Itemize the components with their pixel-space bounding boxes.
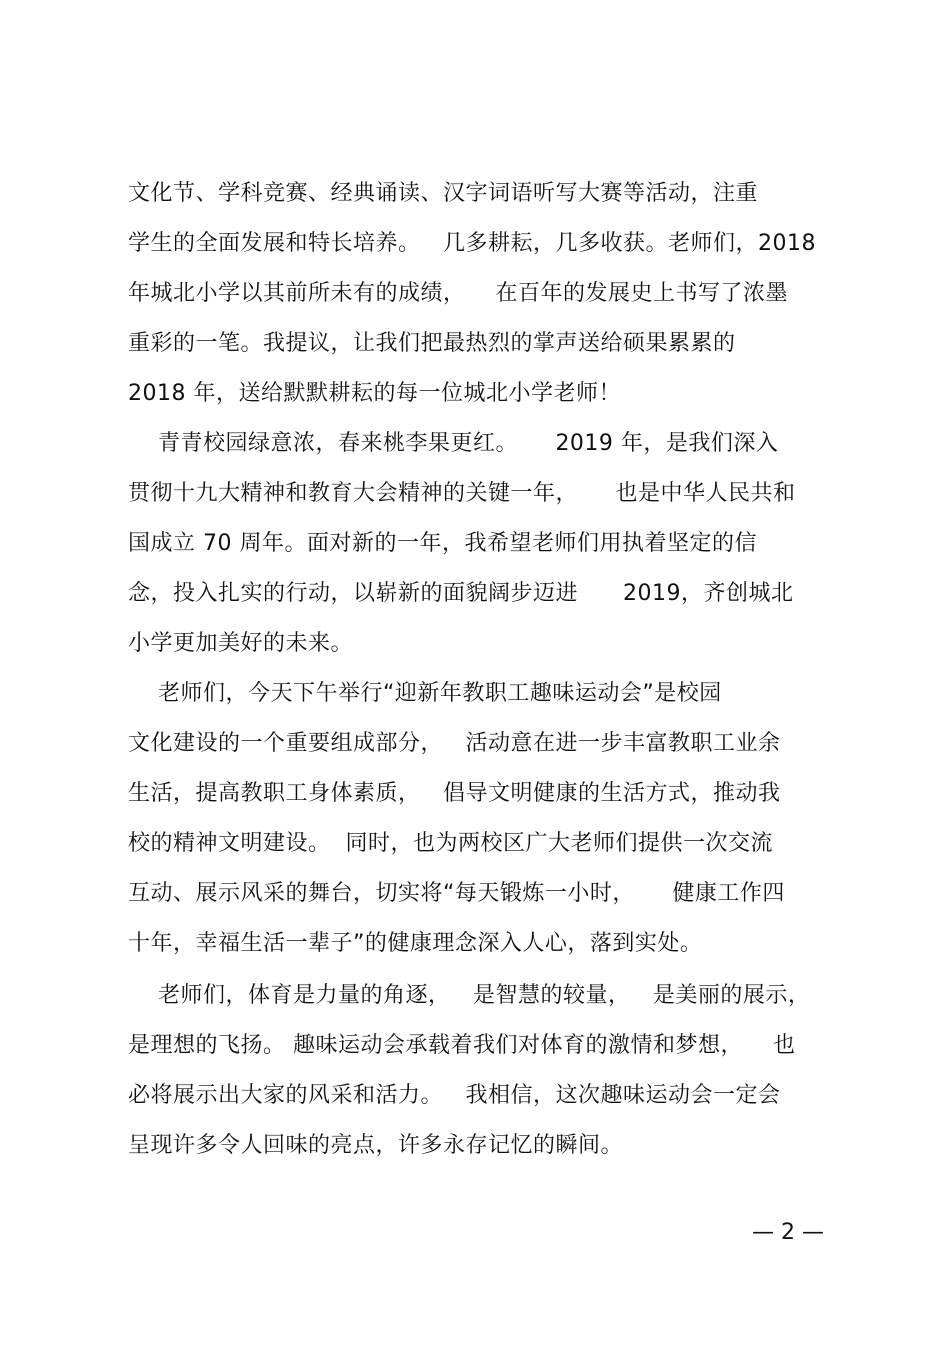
text-line: 十年，幸福生活一辈子”的健康理念深入人心，落到实处。 (128, 931, 703, 956)
text-line: 互动、展示风采的舞台，切实将“每天锻炼一小时， 健康工作四 (128, 881, 785, 906)
text-line: 念，投入扎实的行动，以崭新的面貌阔步迈进 2019，齐创城北 (128, 581, 794, 606)
text-line: 贯彻十九大精神和教育大会精神的关键一年， 也是中华人民共和 (128, 481, 796, 506)
text-line: 重彩的一笔。我提议，让我们把最热烈的掌声送给硕果累累的 (128, 331, 736, 356)
text-line: 生活，提高教职工身体素质， 倡导文明健康的生活方式，推动我 (128, 781, 781, 806)
text-line: 呈现许多令人回味的亮点，许多永存记忆的瞬间。 (128, 1133, 624, 1158)
text-line: 青青校园绿意浓，春来桃李果更红。 2019 年，是我们深入 (128, 431, 779, 456)
page-number: — 2 — (752, 1220, 824, 1245)
text-line: 小学更加美好的未来。 (128, 631, 354, 656)
text-line: 校的精神文明建设。 同时，也为两校区广大老师们提供一次交流 (128, 831, 773, 856)
text-line: 文化节、学科竞赛、经典诵读、汉字词语听写大赛等活动，注重 (128, 181, 759, 206)
text-line: 年城北小学以其前所未有的成绩， 在百年的发展史上书写了浓墨 (128, 281, 788, 306)
text-line: 老师们，体育是力量的角逐， 是智慧的较量， 是美丽的展示， (128, 983, 811, 1008)
text-line: 2018 年，送给默默耕耘的每一位城北小学老师！ (128, 381, 621, 406)
text-line: 必将展示出大家的风采和活力。 我相信，这次趣味运动会一定会 (128, 1083, 781, 1108)
text-line: 是理想的飞扬。 趣味运动会承载着我们对体育的激情和梦想， 也 (128, 1033, 796, 1058)
text-line: 学生的全面发展和特长培养。 几多耕耘，几多收获。老师们，2018 (128, 231, 816, 256)
text-line: 老师们，今天下午举行“迎新年教职工趣味运动会”是校园 (128, 681, 722, 706)
text-line: 文化建设的一个重要组成部分， 活动意在进一步丰富教职工业余 (128, 731, 781, 756)
text-line: 国成立 70 周年。面对新的一年，我希望老师们用执着坚定的信 (128, 531, 757, 556)
